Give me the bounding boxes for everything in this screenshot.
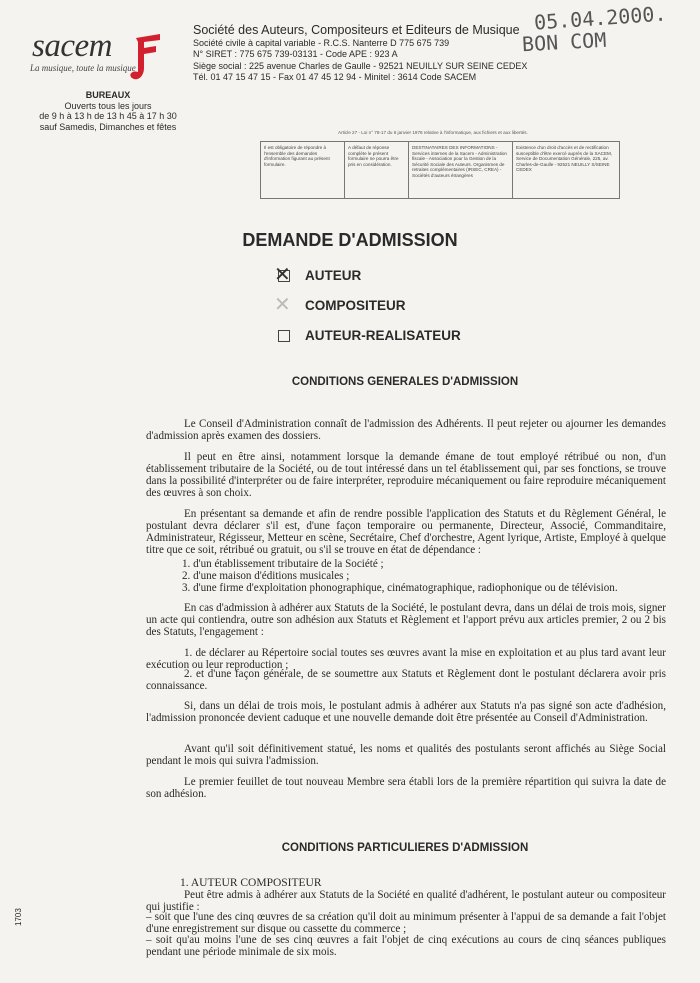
general-p3: En présentant sa demande et afin de rendre possible l'application des Statuts et du Règlement Général, le postulant devra déclarer s'il est, d'une façon temporaire ou permanente, Directeur, Associé, Commanditaire, Administrateur, Régisseur, Metteur en scène, Secrétaire, Chef d'orchestre, Agent lyrique, Artiste, Employé à quelque titre que ce soit, rétribué ou gratuit, ou s'il se trouve en état de dépendance : [146, 508, 666, 556]
general-p9: Le premier feuillet de tout nouveau Membre sera établi lors de la première répartition qui suivra la date de son adhésion. [146, 776, 666, 800]
general-p6: 2. et d'une façon générale, de se soumettre aux Statuts et Règlement dont le postulant déclarera avoir pris connaissance. [146, 668, 666, 692]
general-p7: Si, dans un délai de trois mois, le postulant admis à adhérer aux Statuts n'a pas signé son acte d'adhésion, l'admission prononcée devient caduque et une nouvelle demande doit être présentée au Conseil d'Administration. [146, 700, 666, 724]
check-mark-icon: ✕ [274, 262, 291, 286]
general-p2: Il peut en être ainsi, notamment lorsque la demande émane de tout employé rétribué ou non, d'un établissement tributaire de la Société, ou de tout intéressé dans un tel établissement qui, par ses fonctions, se trouve dans la possibilité d'interpréter ou de faire interpréter, reproduire mécaniquement ou faire reproduire mécaniquement des œuvres à son choix. [146, 451, 666, 499]
office-hours-line: sauf Samedis, Dimanches et fêtes [39, 121, 177, 132]
particular-bullet: – soit que l'une des cinq œuvres de sa création qu'il doit au minimum présenter à l'appui de sa demande a fait l'objet d'une enregistrement sur disque ou cassette du commerce ; [146, 911, 666, 935]
particular-conditions-heading: CONDITIONS PARTICULIERES D'ADMISSION [281, 842, 529, 854]
general-p1: Le Conseil d'Administration connaît de l'admission des Adhérents. Il peut rejeter ou ajourner les demandes d'admission après examen des dossiers. [146, 418, 666, 442]
general-p8: Avant qu'il soit définitivement statué, les noms et qualités des postulants seront affichés au Siège Social pendant le mois qui suivra l'admission. [146, 743, 666, 767]
particular-p1: Peut être admis à adhérer aux Statuts de la Société en qualité d'adhérent, le postulant auteur ou compositeur qui justifie : [146, 889, 666, 913]
option-auteur-label: AUTEUR [305, 268, 362, 283]
option-compositeur-label: COMPOSITEUR [305, 298, 406, 313]
list-item: 1. d'un établissement tributaire de la Société ; [182, 558, 384, 570]
particular-subheading: 1. AUTEUR COMPOSITEUR [180, 877, 322, 889]
organization-name: Société des Auteurs, Compositeurs et Editeurs de Musique [193, 23, 520, 37]
form-code: 1703 [14, 908, 23, 926]
list-item: 2. d'une maison d'éditions musicales ; [182, 570, 350, 582]
general-conditions-heading: CONDITIONS GENERALES D'ADMISSION [291, 376, 519, 388]
logo-tagline: La musique, toute la musique [30, 63, 136, 73]
letterhead-line: Société civile à capital variable - R.C.S. Nanterre D 775 675 739 [193, 38, 450, 48]
info-cell: Il est obligatoire de répondre à l'ensemble des demandes d'information figurant au présent formulaire. [261, 142, 345, 198]
letterhead-line: Tél. 01 47 15 47 15 - Fax 01 47 45 12 94 - Minitel : 3614 Code SACEM [193, 72, 477, 83]
sacem-logo: sacem [32, 28, 112, 64]
info-cell: Existence d'un droit d'accès et de rectification susceptible d'être exercé auprès de la SACEM, Service de Documentation Générale, 225, av. Charles-de-Gaulle - 92521 NEUILLY S/SEINE CEDEX [516, 145, 613, 173]
option-auteur-realisateur-label: AUTEUR-REALISATEUR [305, 328, 461, 343]
logo-mark-icon [126, 34, 168, 84]
office-hours [20, 90, 196, 132]
letterhead-line: Siège social : 225 avenue Charles de Gaulle - 92521 NEUILLY SUR SEINE CEDEX [193, 60, 528, 71]
letterhead-line: N° SIRET : 775 675 739-03131 - Code APE : 923 A [193, 49, 398, 60]
letterhead [193, 23, 527, 84]
info-cell: DESTINATAIRES DES INFORMATIONS - Services internes de la Sacem - Administration fiscale - Association pour la Gestion de la Sécurité Sociale des Auteurs. Organismes de retraites complémentaires (IRSEC, CREA) - Sociétés d'auteurs étrangères [409, 142, 513, 198]
info-table [260, 141, 620, 199]
particular-bullet: – soit qu'au moins l'une de ses cinq œuvres a fait l'objet de cinq exécutions au cours de cinq séances publiques pendant une période minimale de six mois. [146, 934, 666, 958]
info-cell: A défaut de réponse complète le présent formulaire ne pourra être pris en considération. [345, 142, 409, 198]
general-p5: 1. de déclarer au Répertoire social toutes ses œuvres avant la mise en exploitation et au plus tard avant leur exécution ou leur reproduction ; [146, 647, 666, 671]
general-p4: En cas d'admission à adhérer aux Statuts de la Société, le postulant devra, dans un délai de trois mois, signer un acte qui contiendra, outre son adhésion aux Statuts et Règlement et l'apport prévu aux articles premier, 2 ou 2 bis des Statuts, l'engagement : [146, 602, 666, 638]
check-mark-faint-icon[interactable]: ✕ [274, 292, 291, 316]
handwritten-date: 05.04.2000. [533, 1, 668, 35]
office-hours-title: BUREAUX [85, 90, 131, 100]
form-title: DEMANDE D'ADMISSION [242, 230, 458, 250]
handwritten-note: BON COM [521, 27, 607, 57]
checkbox-auteur-realisateur[interactable] [278, 330, 290, 342]
office-hours-line: Ouverts tous les jours [64, 100, 152, 111]
article-note: Article 27 - Loi n° 78-17 du 6 janvier 1978 relative à l'informatique, aux fichiers et aux libertés. [338, 130, 528, 135]
list-item: 3. d'une firme d'exploitation phonographique, cinématographique, radiophonique ou de télévision. [182, 582, 618, 594]
office-hours-line: de 9 h à 13 h de 13 h 45 à 17 h 30 [39, 111, 177, 121]
